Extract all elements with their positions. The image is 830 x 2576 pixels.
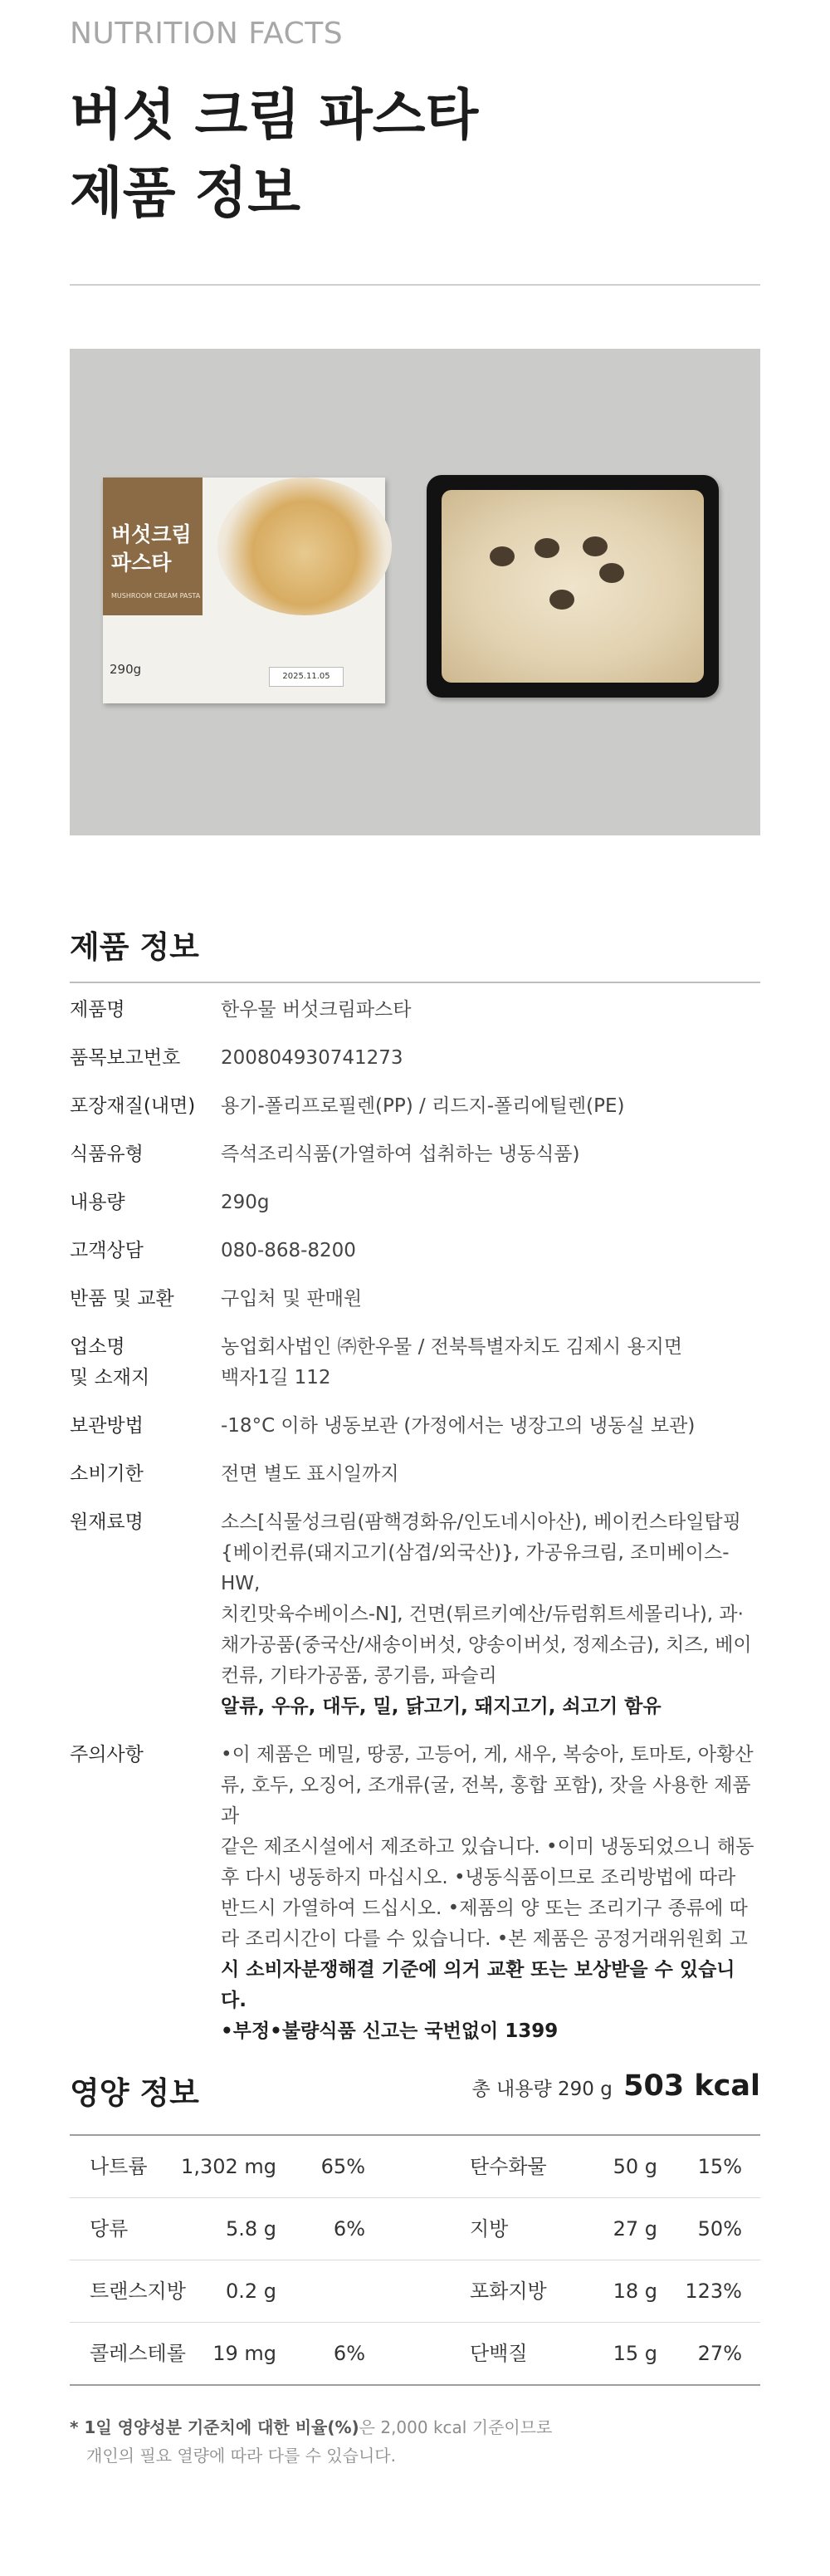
info-label: 품목보고번호 (70, 1047, 181, 1069)
mushroom-piece (583, 536, 608, 556)
info-row (70, 1411, 760, 1442)
info-value-line: 농업회사법인 ㈜한우물 / 전북특별자치도 김제시 용지면 (221, 1336, 683, 1358)
product-photo (70, 349, 760, 835)
caution-line: 류, 호두, 오징어, 조개류(굴, 전복, 홍합 포함), 잣을 사용한 제품과 (221, 1775, 751, 1827)
ingredients-line: 치킨맛육수베이스-N], 건면(튀르키예산/듀럼휘트세몰리나), 과· (221, 1604, 744, 1625)
package-subtitle: MUSHROOM CREAM PASTA (111, 592, 201, 600)
nutrient-percent: 123% (685, 2280, 742, 2303)
footnote-line-2: 개인의 필요 열량에 따라 다를 수 있습니다. (86, 2446, 396, 2466)
header-divider (70, 284, 760, 286)
nutrient-amount: 50 g (613, 2155, 657, 2178)
info-label: 고객상담 (70, 1240, 144, 1261)
ingredients-line: 소스[식물성크림(팜핵경화유/인도네시아산), 베이컨스타일탑핑 (221, 1511, 741, 1533)
nutrient-amount: 0.2 g (225, 2280, 276, 2303)
caution-line: •부정•불량식품 신고는 국번없이 1399 (221, 2020, 559, 2042)
allergen-notice: 알류, 우유, 대두, 밀, 닭고기, 돼지고기, 쇠고기 함유 (221, 1696, 662, 1717)
info-row (70, 1332, 760, 1393)
nutrient-amount: 18 g (613, 2280, 657, 2303)
nutrient-amount: 27 g (613, 2217, 657, 2241)
mushroom-piece (535, 538, 559, 558)
package-date-label: 2025.11.05 (269, 667, 344, 687)
nutrient-amount: 15 g (613, 2342, 657, 2365)
info-value: 080-868-8200 (221, 1240, 356, 1261)
info-row (70, 1091, 760, 1122)
info-label-line: 업소명 (70, 1336, 125, 1358)
nutrient-amount: 5.8 g (225, 2217, 276, 2241)
info-label: 포장재질(내면) (70, 1095, 196, 1117)
nutrient-name: 나트륨 (90, 2155, 148, 2178)
page-title-line-2: 제품 정보 (70, 161, 301, 225)
nutrition-row (70, 2198, 760, 2260)
nutrient-amount: 19 mg (212, 2342, 276, 2365)
product-info-table (70, 995, 760, 2047)
nutrition-total (471, 2069, 760, 2103)
package-name-line-1: 버섯크림 (111, 522, 192, 546)
package-name (111, 521, 192, 577)
pasta-plate-image (217, 477, 392, 615)
info-row (70, 1139, 760, 1170)
nutrient-amount: 1,302 mg (181, 2155, 276, 2178)
package-box (103, 477, 385, 703)
package-name-line-2: 파스타 (111, 551, 172, 575)
footnote-bold: * 1일 영양성분 기준치에 대한 비율(%) (70, 2417, 359, 2437)
info-label-line: 및 소재지 (70, 1367, 150, 1388)
ingredients-value (221, 1507, 760, 1722)
nutrient-name: 탄수화물 (470, 2155, 547, 2178)
nutrient-percent: 27% (697, 2342, 742, 2365)
mushroom-piece (549, 590, 574, 610)
nutrient-name: 포화지방 (470, 2280, 547, 2303)
info-value-line: 백자1길 112 (221, 1367, 331, 1388)
info-label: 주의사항 (70, 1744, 144, 1765)
nutrient-name: 지방 (470, 2217, 509, 2241)
nutrition-row (70, 2136, 760, 2198)
info-value: 한우물 버섯크림파스타 (221, 999, 412, 1021)
pasta-contents (442, 490, 704, 683)
info-row (70, 1043, 760, 1074)
info-value: 구입처 및 판매원 (221, 1288, 363, 1310)
pasta-tray (427, 475, 719, 698)
info-label: 식품유형 (70, 1144, 144, 1165)
info-value: 200804930741273 (221, 1047, 403, 1069)
page-title-line-1: 버섯 크림 파스타 (70, 83, 479, 147)
info-label: 보관방법 (70, 1415, 144, 1437)
info-value: 전면 별도 표시일까지 (221, 1463, 399, 1485)
nutrient-name: 단백질 (470, 2342, 528, 2365)
package-front (103, 477, 385, 615)
nutrient-name: 트랜스지방 (90, 2280, 186, 2303)
caution-line: 반드시 가열하여 드십시오. •제품의 양 또는 조리기구 종류에 따 (221, 1898, 748, 1919)
nutrient-percent: 6% (333, 2342, 365, 2365)
info-row (70, 1236, 760, 1266)
info-label: 내용량 (70, 1192, 125, 1213)
info-value: 290g (221, 1192, 270, 1213)
total-content-label: 총 내용량 290 g (471, 2079, 613, 2100)
product-info-heading: 제품 정보 (70, 929, 199, 965)
nutrient-percent: 65% (320, 2155, 365, 2178)
package-weight: 290g (110, 662, 142, 677)
info-row (70, 1284, 760, 1315)
nutrition-footnote (70, 2413, 552, 2470)
info-row (70, 995, 760, 1026)
info-row-ingredients (70, 1507, 760, 1722)
info-label (70, 1332, 221, 1393)
mushroom-piece (490, 546, 515, 566)
info-value: -18°C 이하 냉동보관 (가정에서는 냉장고의 냉동실 보관) (221, 1415, 696, 1437)
nutrient-percent: 15% (697, 2155, 742, 2178)
nutrition-table (70, 2134, 760, 2386)
info-row-caution (70, 1740, 760, 2047)
info-row (70, 1188, 760, 1218)
caution-line: 라 조리시간이 다를 수 있습니다. •본 제품은 공정거래위원회 고 (221, 1928, 748, 1950)
nutrition-row (70, 2260, 760, 2323)
nutrition-row (70, 2323, 760, 2384)
info-label: 원재료명 (70, 1511, 144, 1533)
info-value: 용기-폴리프로필렌(PP) / 리드지-폴리에틸렌(PE) (221, 1095, 625, 1117)
ingredients-line: 컨류, 기타가공품, 콩기름, 파슬리 (221, 1665, 497, 1687)
product-info-divider (70, 982, 760, 983)
info-value: 즉석조리식품(가열하여 섭취하는 냉동식품) (221, 1144, 580, 1165)
caution-value (221, 1740, 760, 2047)
info-label: 반품 및 교환 (70, 1288, 174, 1310)
caution-line: 후 다시 냉동하지 마십시오. •냉동식품이므로 조리방법에 따라 (221, 1867, 736, 1888)
footnote-line-1 (70, 2413, 552, 2441)
nutrient-name: 당류 (90, 2217, 129, 2241)
nutrient-percent: 50% (697, 2217, 742, 2241)
info-value (221, 1332, 760, 1393)
page-title (70, 76, 478, 233)
caution-line: 시 소비자분쟁해결 기준에 의거 교환 또는 보상받을 수 있습니다. (221, 1959, 735, 2011)
nutrient-name: 콜레스테롤 (90, 2342, 186, 2365)
eyebrow-label: NUTRITION FACTS (70, 17, 344, 51)
caution-line: •이 제품은 메밀, 땅콩, 고등어, 게, 새우, 복숭아, 토마토, 아황산 (221, 1744, 754, 1765)
total-kcal: 503 kcal (623, 2069, 760, 2103)
ingredients-line: {베이컨류(돼지고기(삼겹/외국산)}, 가공유크림, 조미베이스-HW, (221, 1542, 730, 1594)
footnote-rest: 은 2,000 kcal 기준이므로 (359, 2417, 553, 2437)
info-label: 제품명 (70, 999, 125, 1021)
info-label: 소비기한 (70, 1463, 144, 1485)
info-row (70, 1459, 760, 1490)
caution-line: 같은 제조시설에서 제조하고 있습니다. •이미 냉동되었으니 해동 (221, 1836, 754, 1858)
mushroom-piece (599, 563, 624, 583)
nutrition-header (70, 2068, 760, 2118)
nutrition-heading: 영양 정보 (70, 2075, 199, 2111)
ingredients-line: 채가공품(중국산/새송이버섯, 양송이버섯, 정제소금), 치즈, 베이 (221, 1634, 752, 1656)
nutrient-percent: 6% (333, 2217, 365, 2241)
